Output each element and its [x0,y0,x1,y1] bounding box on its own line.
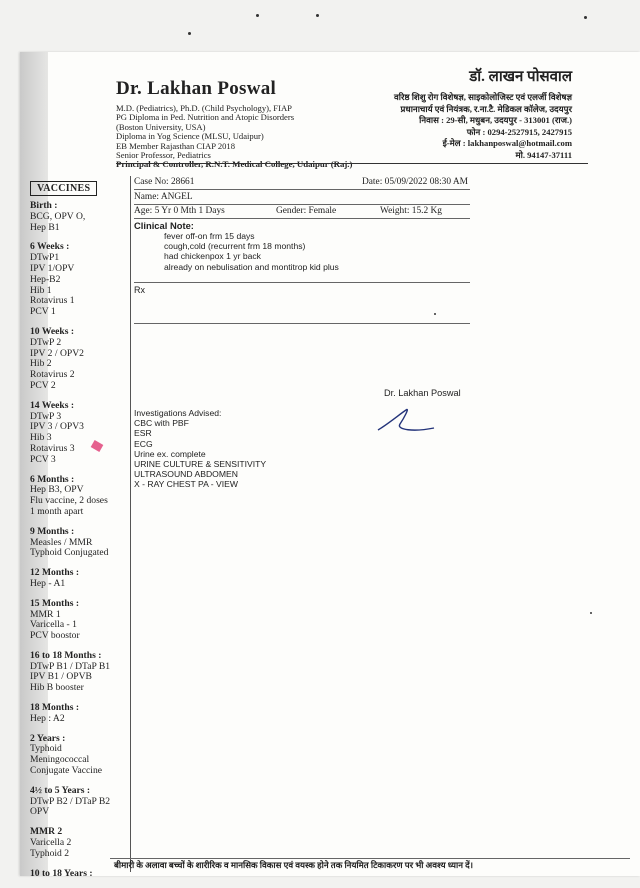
vaccine-group-heading: Birth : [30,200,58,211]
rx-label: Rx [134,285,145,295]
hindi-contact-line: फोन : 0294-2527915, 2427915 [466,126,572,137]
investigation-item: X - RAY CHEST PA - VIEW [134,479,238,490]
rx-top-rule [134,282,470,283]
qualification-line: M.D. (Pediatrics), Ph.D. (Child Psychology), FIAP [116,103,292,113]
vaccine-item: 1 month apart [30,505,84,517]
vaccine-item: IPV 3 / OPV3 [30,421,84,433]
doctor-header [116,78,386,170]
hindi-contact-list [362,92,572,161]
header-divider [116,163,588,164]
vaccine-group-heading: 2 Years : [30,732,66,744]
vaccine-item: DTwP 3 [30,410,62,422]
vaccine-item: Typhoid 2 [30,847,70,859]
doctor-name: Dr. Lakhan Poswal [116,78,277,99]
hindi-contact-line: निवास : 29-सी, मधुबन, उदयपुर - 313001 (राज.) [419,115,572,125]
scan-dot [590,612,592,614]
patient-age: Age: 5 Yr 0 Mth 1 Days [134,206,225,216]
qualification-line: Senior Professor, Pediatrics [116,150,211,161]
vaccine-group-heading: 10 Weeks : [30,325,75,337]
investigation-item: ULTRASOUND ABDOMEN [134,469,238,480]
vaccine-group [30,327,130,392]
vaccine-group-heading: 15 Months : [30,597,80,609]
vaccine-item: Rotavirus 2 [30,369,75,381]
handwritten-signature [374,404,438,436]
scan-dot [256,14,259,17]
vaccine-group [30,786,130,818]
scan-dot [434,313,436,315]
clinical-note-line: had chickenpox 1 yr back [164,251,261,262]
scan-dot [188,32,191,35]
signature-name: Dr. Lakhan Poswal [384,388,461,398]
vaccine-item: Varicella 2 [30,837,72,849]
vaccine-item: DTwP 2 [30,336,62,348]
vaccines-title: VACCINES [30,181,97,196]
vaccine-item: Hep : A2 [30,712,65,724]
vaccine-item: Conjugate Vaccine [30,765,103,777]
patient-divider [134,189,470,190]
clinical-notes [164,231,339,272]
vaccine-item: PCV 2 [30,379,56,391]
vaccine-item: Measles / MMR [30,536,93,548]
vaccine-group [30,401,130,466]
hindi-contact-line: प्रधानाचार्य एवं नियंत्रक, र.ना.टै. मेडिकल कॉलेज, उदयपुर [400,103,572,114]
vaccine-item: OPV [30,806,50,818]
hindi-contact-line: वरिष्ठ शिशु रोग विशेषज्ञ, साइकोलोजिस्ट एवं एलर्जी विशेषज्ञ [393,92,572,102]
vaccine-group-heading: 14 Weeks : [30,399,75,411]
qualification-line: Diploma in Yog Science (MLSU, Udaipur) [116,131,264,142]
vaccine-group [30,734,130,777]
vaccine-item: BCG, OPV O, [30,210,86,222]
vaccine-groups [30,201,130,879]
vaccine-item: Hep B3, OPV [30,484,84,496]
vaccine-group [30,703,130,725]
patient-name: Name: ANGEL [134,192,193,202]
visit-date: Date: 05/09/2022 08:30 AM [362,177,468,187]
clinical-note-line: fever off-on frm 15 days [164,231,255,241]
vaccine-group-heading: 12 Months : [30,567,80,579]
vaccine-item: IPV 2 / OPV2 [30,347,84,359]
qualification-line: EB Member Rajasthan CIAP 2018 [116,140,236,151]
investigation-item: CBC with PBF [134,418,189,429]
investigation-item: ESR [134,428,152,439]
vaccine-item: DTwP1 [30,252,60,264]
vaccine-item: Typhoid Conjugated [30,547,109,559]
vaccine-group-heading: MMR 2 [30,826,63,838]
vaccine-item: DTwP B1 / DTaP B1 [30,660,111,672]
vaccine-group [30,568,130,590]
qualification-list [116,104,386,160]
designation: Principal & Controller, R.N.T. Medical College, Udaipur (Raj.) [116,159,353,170]
vaccine-item: Hep B1 [30,221,60,233]
vaccine-item: Rotavirus 1 [30,295,75,307]
clinical-note-line: cough,cold (recurrent frm 18 months) [164,241,306,252]
vaccine-group-heading: 18 Months : [30,702,80,714]
patient-divider [134,204,470,205]
investigations-title: Investigations Advised: [134,408,222,418]
hindi-doctor-name: डॉ. लाखन पोसवाल [469,69,572,85]
investigations-block [134,408,266,490]
vaccine-item: PCV boostor [30,630,80,642]
rx-bottom-rule [134,323,470,324]
vaccine-group [30,599,130,642]
hindi-contact-line: मो. 94147-37111 [515,149,572,160]
patient-gender: Gender: Female [276,206,337,216]
vaccine-item: IPV 1/OPV [30,262,75,274]
vaccine-item: IPV B1 / OPVB [30,671,92,683]
vaccine-item: Typhoid [30,743,62,755]
vaccine-group [30,201,130,233]
patient-divider [134,218,470,219]
vaccine-group [30,827,130,859]
vaccine-item: Flu vaccine, 2 doses [30,495,108,507]
qualification-line: PG Diploma in Ped. Nutrition and Atopic Disorders [116,112,295,123]
vaccine-group-heading: 16 to 18 Months : [30,649,102,661]
vaccine-item: Hib 2 [30,358,52,370]
vaccine-item: Rotavirus 3 [30,442,75,454]
investigations-list [134,418,266,489]
vaccine-group-heading: 9 Months : [30,525,75,537]
sidebar-divider [130,176,131,872]
vaccine-group-heading: 6 Months : [30,473,75,485]
investigation-item: ECG [134,438,153,449]
investigation-item: Urine ex. complete [134,448,206,459]
vaccine-item: Hep-B2 [30,273,61,285]
clinical-note-title: Clinical Note: [134,220,194,231]
case-number: Case No: 28661 [134,177,195,187]
vaccine-group-heading: 10 to 18 Years : [30,867,93,879]
footer-note: बीमारी के अलावा बच्चों के शारीरिक व मानसिक विकास एवं वयस्क होने तक नियमित टिकाकरण पर भी अवश्य ध्यान दें। [114,860,473,870]
vaccine-item: PCV 1 [30,306,56,318]
vaccine-item: Meningococcal [30,754,90,766]
investigation-item: URINE CULTURE & SENSITIVITY [134,459,267,470]
vaccine-item: Varicella - 1 [30,619,77,631]
patient-weight: Weight: 15.2 Kg [380,206,442,216]
vaccine-item: DTwP B2 / DTaP B2 [30,795,111,807]
vaccine-group [30,475,130,518]
vaccine-group [30,651,130,694]
vaccine-item: Hib 1 [30,284,52,296]
vaccine-item: MMR 1 [30,608,61,620]
clinical-note-line: already on nebulisation and montitrop kid plus [164,261,339,272]
vaccine-item: Hib B booster [30,682,84,694]
vaccine-group [30,242,130,318]
vaccine-group-heading: 6 Weeks : [30,241,70,253]
vaccine-item: Hib 3 [30,432,52,444]
vaccine-schedule-sidebar [30,178,130,888]
scan-dot [316,14,319,17]
vaccine-group-heading: 4½ to 5 Years : [30,784,91,796]
hindi-contact-line: ई-मेल : lakhanposwal@hotmail.com [442,138,572,148]
vaccine-item: Hep - A1 [30,577,66,589]
scan-dot [584,16,587,19]
vaccine-group [30,527,130,559]
vaccine-item: PCV 3 [30,453,56,465]
qualification-line: (Boston University, USA) [116,121,206,132]
hindi-header [362,66,572,161]
